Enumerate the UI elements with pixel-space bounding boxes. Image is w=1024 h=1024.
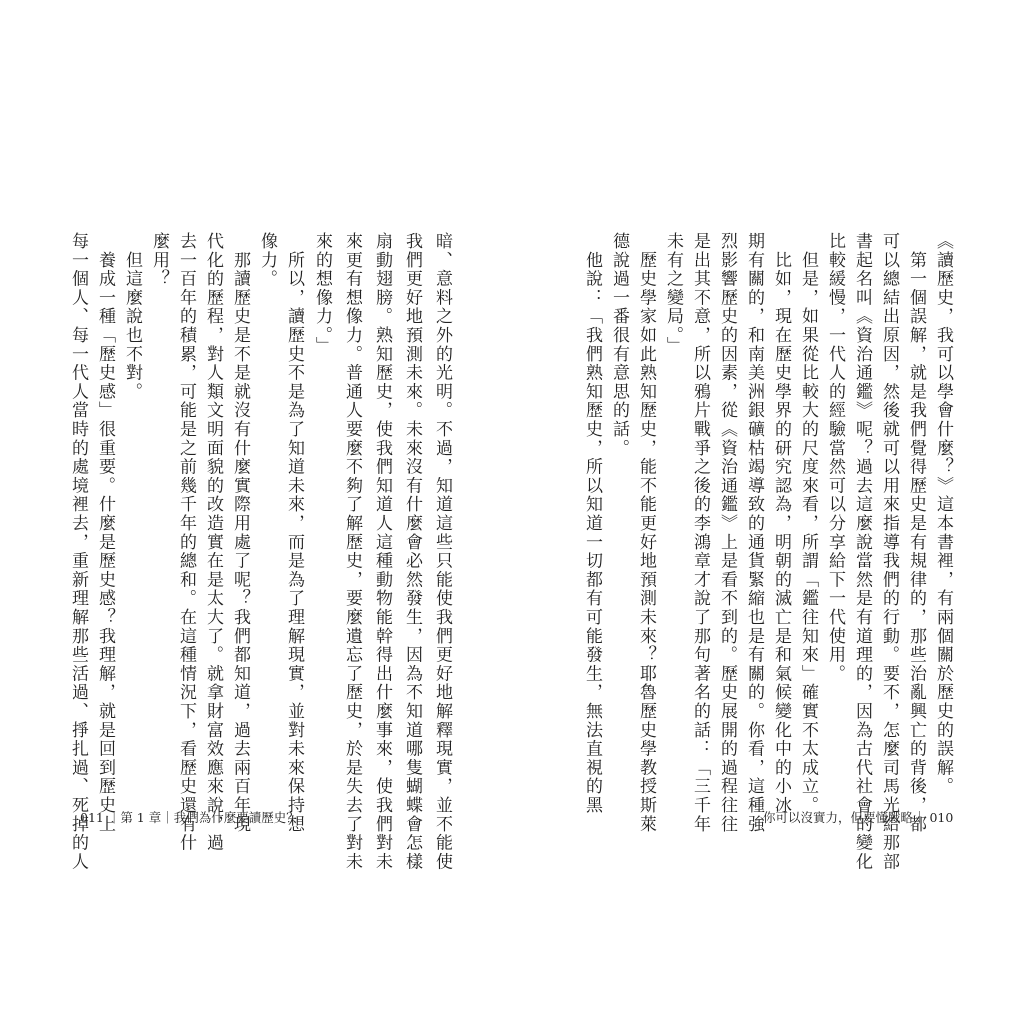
text-column: 未有之變局。」 xyxy=(663,232,683,356)
text-column: 比如，現在歷史學界的研究認為，明朝的滅亡是和氣候變化中的小冰 xyxy=(771,232,791,815)
page-folio: 你可以沒實力，但要懂戰略｜ 010 xyxy=(763,810,954,825)
text-column: 但是，如果從比較大的尺度來看，所謂「鑑往知來」確實不太成立。 xyxy=(798,232,818,815)
text-column: 是出其不意，所以鴉片戰爭之後的李鴻章才說了那句著名的話：「三千年 xyxy=(690,232,710,834)
text-column: 但這麼說也不對。 xyxy=(122,232,142,402)
text-column: 所以，讀歷史不是為了知道未來，而是為了理解現實，並對未來保持想 xyxy=(284,232,304,834)
page-folio: 011 ｜第 1 章｜我們為什麼要讀歷史？ xyxy=(80,810,299,825)
text-column: 暗、意料之外的光明。不過，知道這些只能使我們更好地解釋現實，並不能使 xyxy=(432,232,452,872)
text-column: 歷史學家如此熟知歷史，能不能更好地預測未來？耶魯歷史學教授斯萊 xyxy=(636,232,656,834)
text-column: 我們更好地預測未來。未來沒有什麼會必然發生，因為不知道哪隻蝴蝶會怎樣 xyxy=(402,232,422,872)
text-column: 扇動翅膀。熟知歷史，使我們知道人這種動物能幹得出什麼事來，使我們對未 xyxy=(372,232,392,872)
text-column: 可以總結出原因，然後就可以用來指導我們的行動。要不，怎麼司馬光給那部 xyxy=(879,232,899,872)
text-column: 書起名叫《資治通鑑》呢？過去這麼說當然是有道理的，因為古代社會的變化 xyxy=(852,232,872,872)
text-column: 第一個誤解，就是我們覺得歷史是有規律的，那些治亂興亡的背後，都 xyxy=(906,232,926,834)
text-column: 代化的歷程，對人類文明面貌的改造實在是太大了。就拿財富效應來說，過 xyxy=(203,232,223,853)
text-column: 烈影響歷史的因素，從《資治通鑑》上是看不到的。歷史展開的過程往往 xyxy=(717,232,737,834)
text-column: 來的想像力。」 xyxy=(312,232,332,356)
right-page xyxy=(512,0,1024,1024)
text-column: 《讀歷史，我可以學會什麼？》這本書裡，有兩個關於歷史的誤解。 xyxy=(933,232,953,796)
text-column: 養成一種「歷史感」很重要。什麼是歷史感？我理解，就是回到歷史上 xyxy=(95,232,115,834)
text-column: 期有關的，和南美洲銀礦枯竭導致的通貨緊縮也是有關的。你看，這種強 xyxy=(744,232,764,834)
text-column: 去一百年的積累，可能是之前幾千年的總和。在這種情況下，看歷史還有什 xyxy=(176,232,196,853)
text-column: 那讀歷史是不是就沒有什麼實際用處了呢？我們都知道，過去兩百年現 xyxy=(230,232,250,834)
text-column: 來更有想像力。普通人要麼不夠了解歷史，要麼遺忘了歷史，於是失去了對未 xyxy=(342,232,362,872)
text-column: 德說過一番很有意思的話。 xyxy=(609,232,629,458)
text-column: 比較緩慢，一代人的經驗當然可以分享給下一代使用。 xyxy=(825,232,845,684)
text-column: 麼用？ xyxy=(149,232,169,289)
text-column: 像力。 xyxy=(257,232,277,289)
text-column: 他說：「我們熟知歷史，所以知道一切都有可能發生，無法直視的黑 xyxy=(582,232,602,815)
text-column: 每一個人、每一代人當時的處境裡去，重新理解那些活過、掙扎過、死掉的人 xyxy=(68,232,88,872)
